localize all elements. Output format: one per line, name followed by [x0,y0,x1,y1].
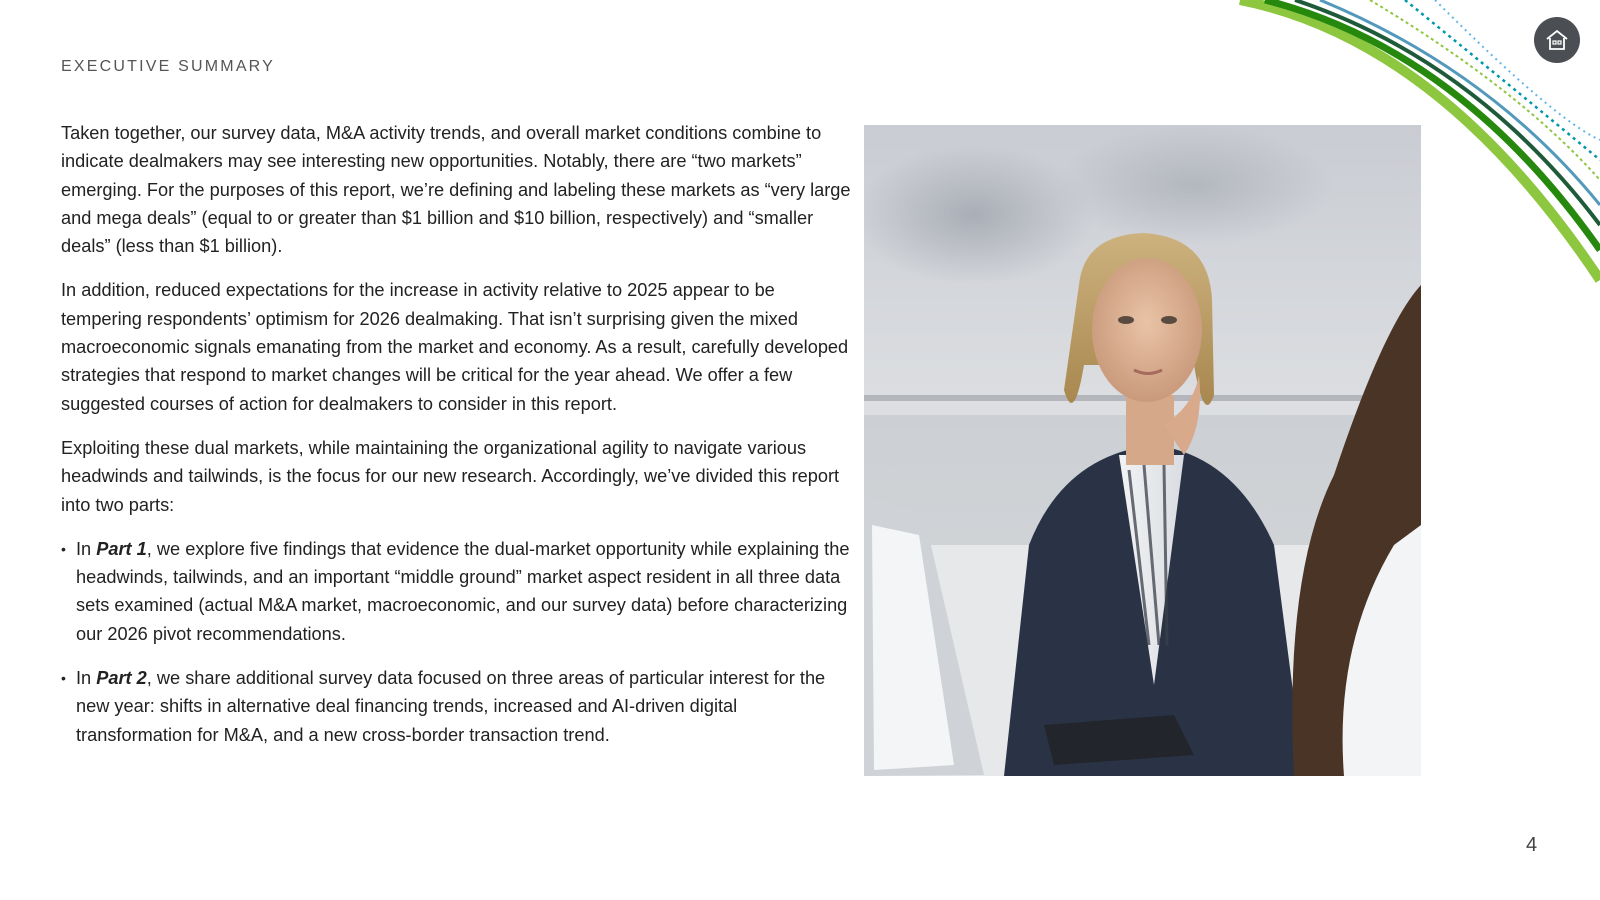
section-label: EXECUTIVE SUMMARY [61,58,276,75]
page-number: 4 [1526,834,1538,856]
bullet-emphasis: Part 2 [96,668,147,689]
bullet-prefix: In [76,538,97,559]
paragraph-1: Taken together, our survey data, M&A activity trends, and overall market conditions combine to indicate dealmakers may see interesting new opportunities. Notably, there are “two markets” emerging. For the purposes of this report, we’re defining and labeling these markets as “very large and mega deals” (equal to or greater than $1 billion and $10 billion, respectively) and “smaller deals” (less than $1 billion). [61,123,851,257]
paragraph-3: Exploiting these dual markets, while maintaining the organizational agility to navigate various headwinds and tailwinds, is the focus for our new research. Accordingly, we’ve divided this report into two parts: [61,437,840,515]
bullet-list [61,535,851,749]
body-text [61,119,851,765]
home-button[interactable] [1534,17,1580,63]
bullet-prefix: In [76,668,97,689]
home-icon [1544,28,1570,52]
paragraph-2: In addition, reduced expectations for the increase in activity relative to 2025 appear to be tempering respondents’ optimism for 2026 dealmaking. That isn’t surprising given the mixed macroeconomic signals emanating from the market and economy. As a result, carefully developed strategies that respond to market changes will be critical for the year ahead. We offer a few suggested courses of action for dealmakers to consider in this report. [61,280,849,414]
bullet-text: , we share additional survey data focused on three areas of particular interest for the new year: shifts in alternative deal financing trends, increased and AI-driven digital transformation for M&A, and a new cross-border transaction trend. [76,668,826,745]
bullet-part-1 [61,535,851,648]
bullet-emphasis: Part 1 [96,538,147,559]
bullet-part-2 [61,664,851,749]
bullet-text: , we explore five findings that evidence the dual-market opportunity while explaining the headwinds, tailwinds, and an important “middle ground” market aspect resident in all three data sets examined (actual M&A market, macroeconomic, and our survey data) before characterizing our 2026 pivot recommendations. [76,538,850,644]
